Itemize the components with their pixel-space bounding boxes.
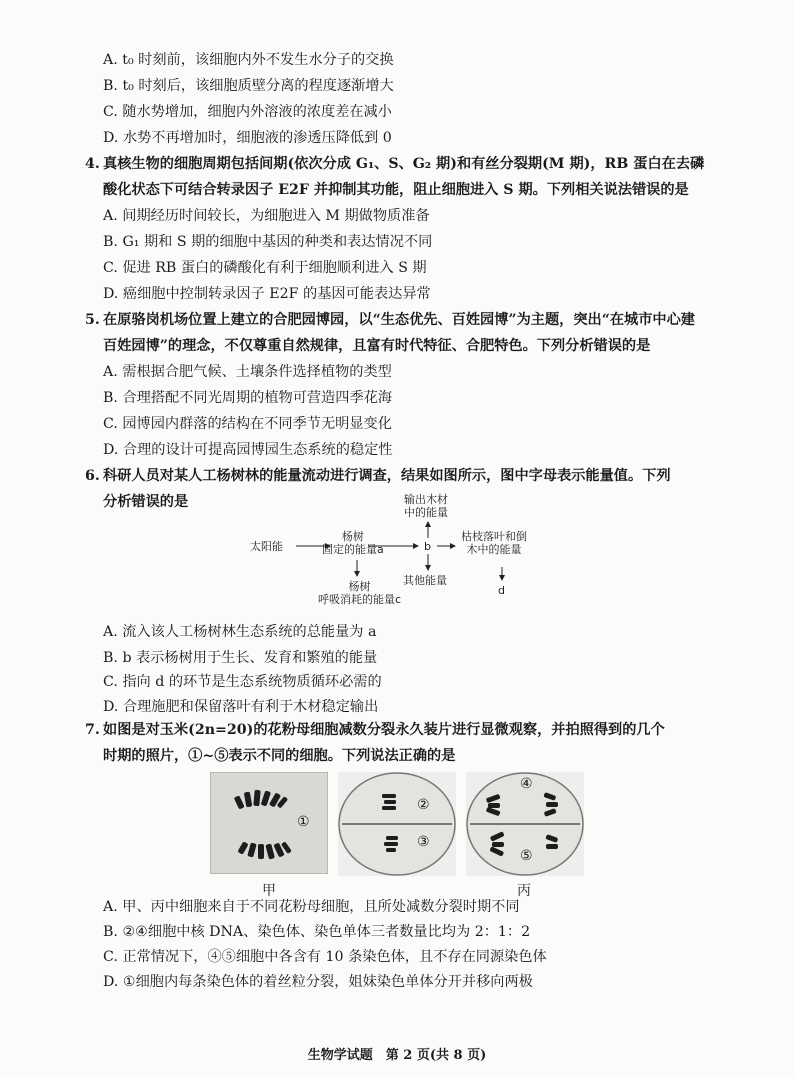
q3-option-b: B. t₀ 时刻后，该细胞质壁分离的程度逐渐增大 <box>103 78 394 94</box>
q4-option-b: B. G₁ 期和 S 期的细胞中基因的种类和表达情况不同 <box>103 234 433 250</box>
label-cell-2: ② <box>417 797 430 813</box>
micrograph-yi <box>338 772 456 876</box>
q5-option-c: C. 园博园内群落的结构在不同季节无明显变化 <box>103 416 392 432</box>
q7-option-c: C. 正常情况下，④⑤细胞中各含有 10 条染色体，且不存在同源染色体 <box>103 949 547 965</box>
q4-stem-line1: 真核生物的细胞周期包括间期(依次分成 G₁、S、G₂ 期)和有丝分裂期(M 期)，RB 蛋白在去磷 <box>103 156 705 172</box>
diagram-b: b <box>424 540 431 553</box>
q6-option-b: B. b 表示杨树用于生长、发育和繁殖的能量 <box>103 650 378 666</box>
label-jia: 甲 <box>262 883 276 899</box>
q6-option-a: A. 流入该人工杨树林生态系统的总能量为 a <box>103 624 377 640</box>
q6-stem-line1: 科研人员对某人工杨树林的能量流动进行调查，结果如图所示，图中字母表示能量值。下列 <box>103 468 671 484</box>
q6-option-c: C. 指向 d 的环节是生态系统物质循环必需的 <box>103 674 382 690</box>
diagram-output-wood <box>404 493 448 519</box>
q7-stem-line2: 时期的照片，①~⑤表示不同的细胞。下列说法正确的是 <box>103 748 456 764</box>
q4-option-d: D. 癌细胞中控制转录因子 E2F 的基因可能表达异常 <box>103 286 431 302</box>
output-line2: 中的能量 <box>404 506 448 519</box>
micrograph-jia <box>210 772 328 874</box>
diagram-litter <box>461 530 527 556</box>
q7-option-a: A. 甲、丙中细胞来自于不同花粉母细胞，且所处减数分裂时期不同 <box>103 899 520 915</box>
diagram-fixed-energy <box>322 530 384 556</box>
diagram-d: d <box>498 584 505 597</box>
q5-option-b: B. 合理搭配不同光周期的植物可营造四季花海 <box>103 390 393 406</box>
page-footer: 生物学试题 第 2 页(共 8 页) <box>307 1048 487 1063</box>
fixed-line2: 固定的能量a <box>322 543 384 556</box>
q7-option-d: D. ①细胞内每条染色体的着丝粒分裂，姐妹染色单体分开并移向两极 <box>103 974 533 990</box>
label-cell-4: ④ <box>520 776 533 792</box>
resp-line1: 杨树 <box>348 580 371 593</box>
output-line1: 输出木材 <box>404 493 448 506</box>
q3-option-c: C. 随水势增加，细胞内外溶液的浓度差在减小 <box>103 104 392 120</box>
q7-number: 7. <box>85 722 100 738</box>
litter-line2: 木中的能量 <box>466 543 522 556</box>
q4-option-a: A. 间期经历时间较长，为细胞进入 M 期做物质准备 <box>103 208 430 224</box>
label-bing: 丙 <box>517 883 531 899</box>
q7-stem-line1: 如图是对玉米(2n=20)的花粉母细胞减数分裂永久装片进行显微观察，并拍照得到的几个 <box>103 722 665 738</box>
q6-number: 6. <box>85 468 100 484</box>
q6-stem-line2: 分析错误的是 <box>103 494 189 510</box>
q4-stem-line2: 酸化状态下可结合转录因子 E2F 并抑制其功能，阻止细胞进入 S 期。下列相关说法错误的是 <box>103 182 689 198</box>
q4-option-c: C. 促进 RB 蛋白的磷酸化有利于细胞顺利进入 S 期 <box>103 260 427 276</box>
q5-stem-line1: 在原骆岗机场位置上建立的合肥园博园，以“生态优先、百姓园博”为主题，突出“在城市中心建 <box>103 312 695 328</box>
resp-line2: 呼吸消耗的能量c <box>318 593 402 606</box>
diagram-other-energy: 其他能量 <box>403 574 447 587</box>
q5-stem-line2: 百姓园博”的理念，不仅尊重自然规律，且富有时代特征、合肥特色。下列分析错误的是 <box>103 338 651 354</box>
q5-number: 5. <box>85 312 100 328</box>
q3-option-a: A. t₀ 时刻前，该细胞内外不发生水分子的交换 <box>103 52 394 68</box>
label-cell-5: ⑤ <box>520 848 533 864</box>
q3-option-d: D. 水势不再增加时，细胞液的渗透压降低到 0 <box>103 130 392 146</box>
label-cell-1: ① <box>297 814 310 830</box>
q5-option-a: A. 需根据合肥气候、土壤条件选择植物的类型 <box>103 364 392 380</box>
q7-option-b: B. ②④细胞中核 DNA、染色体、染色单体三者数量比均为 2：1：2 <box>103 924 531 940</box>
fixed-line1: 杨树 <box>341 530 364 543</box>
diagram-respiration <box>318 580 401 606</box>
litter-line1: 枯枝落叶和倒 <box>461 530 527 543</box>
label-cell-3: ③ <box>417 834 430 850</box>
q6-option-d: D. 合理施肥和保留落叶有利于木材稳定输出 <box>103 699 379 715</box>
q5-option-d: D. 合理的设计可提高园博园生态系统的稳定性 <box>103 442 393 458</box>
diagram-sun: 太阳能 <box>250 540 283 553</box>
q4-number: 4. <box>85 156 100 172</box>
